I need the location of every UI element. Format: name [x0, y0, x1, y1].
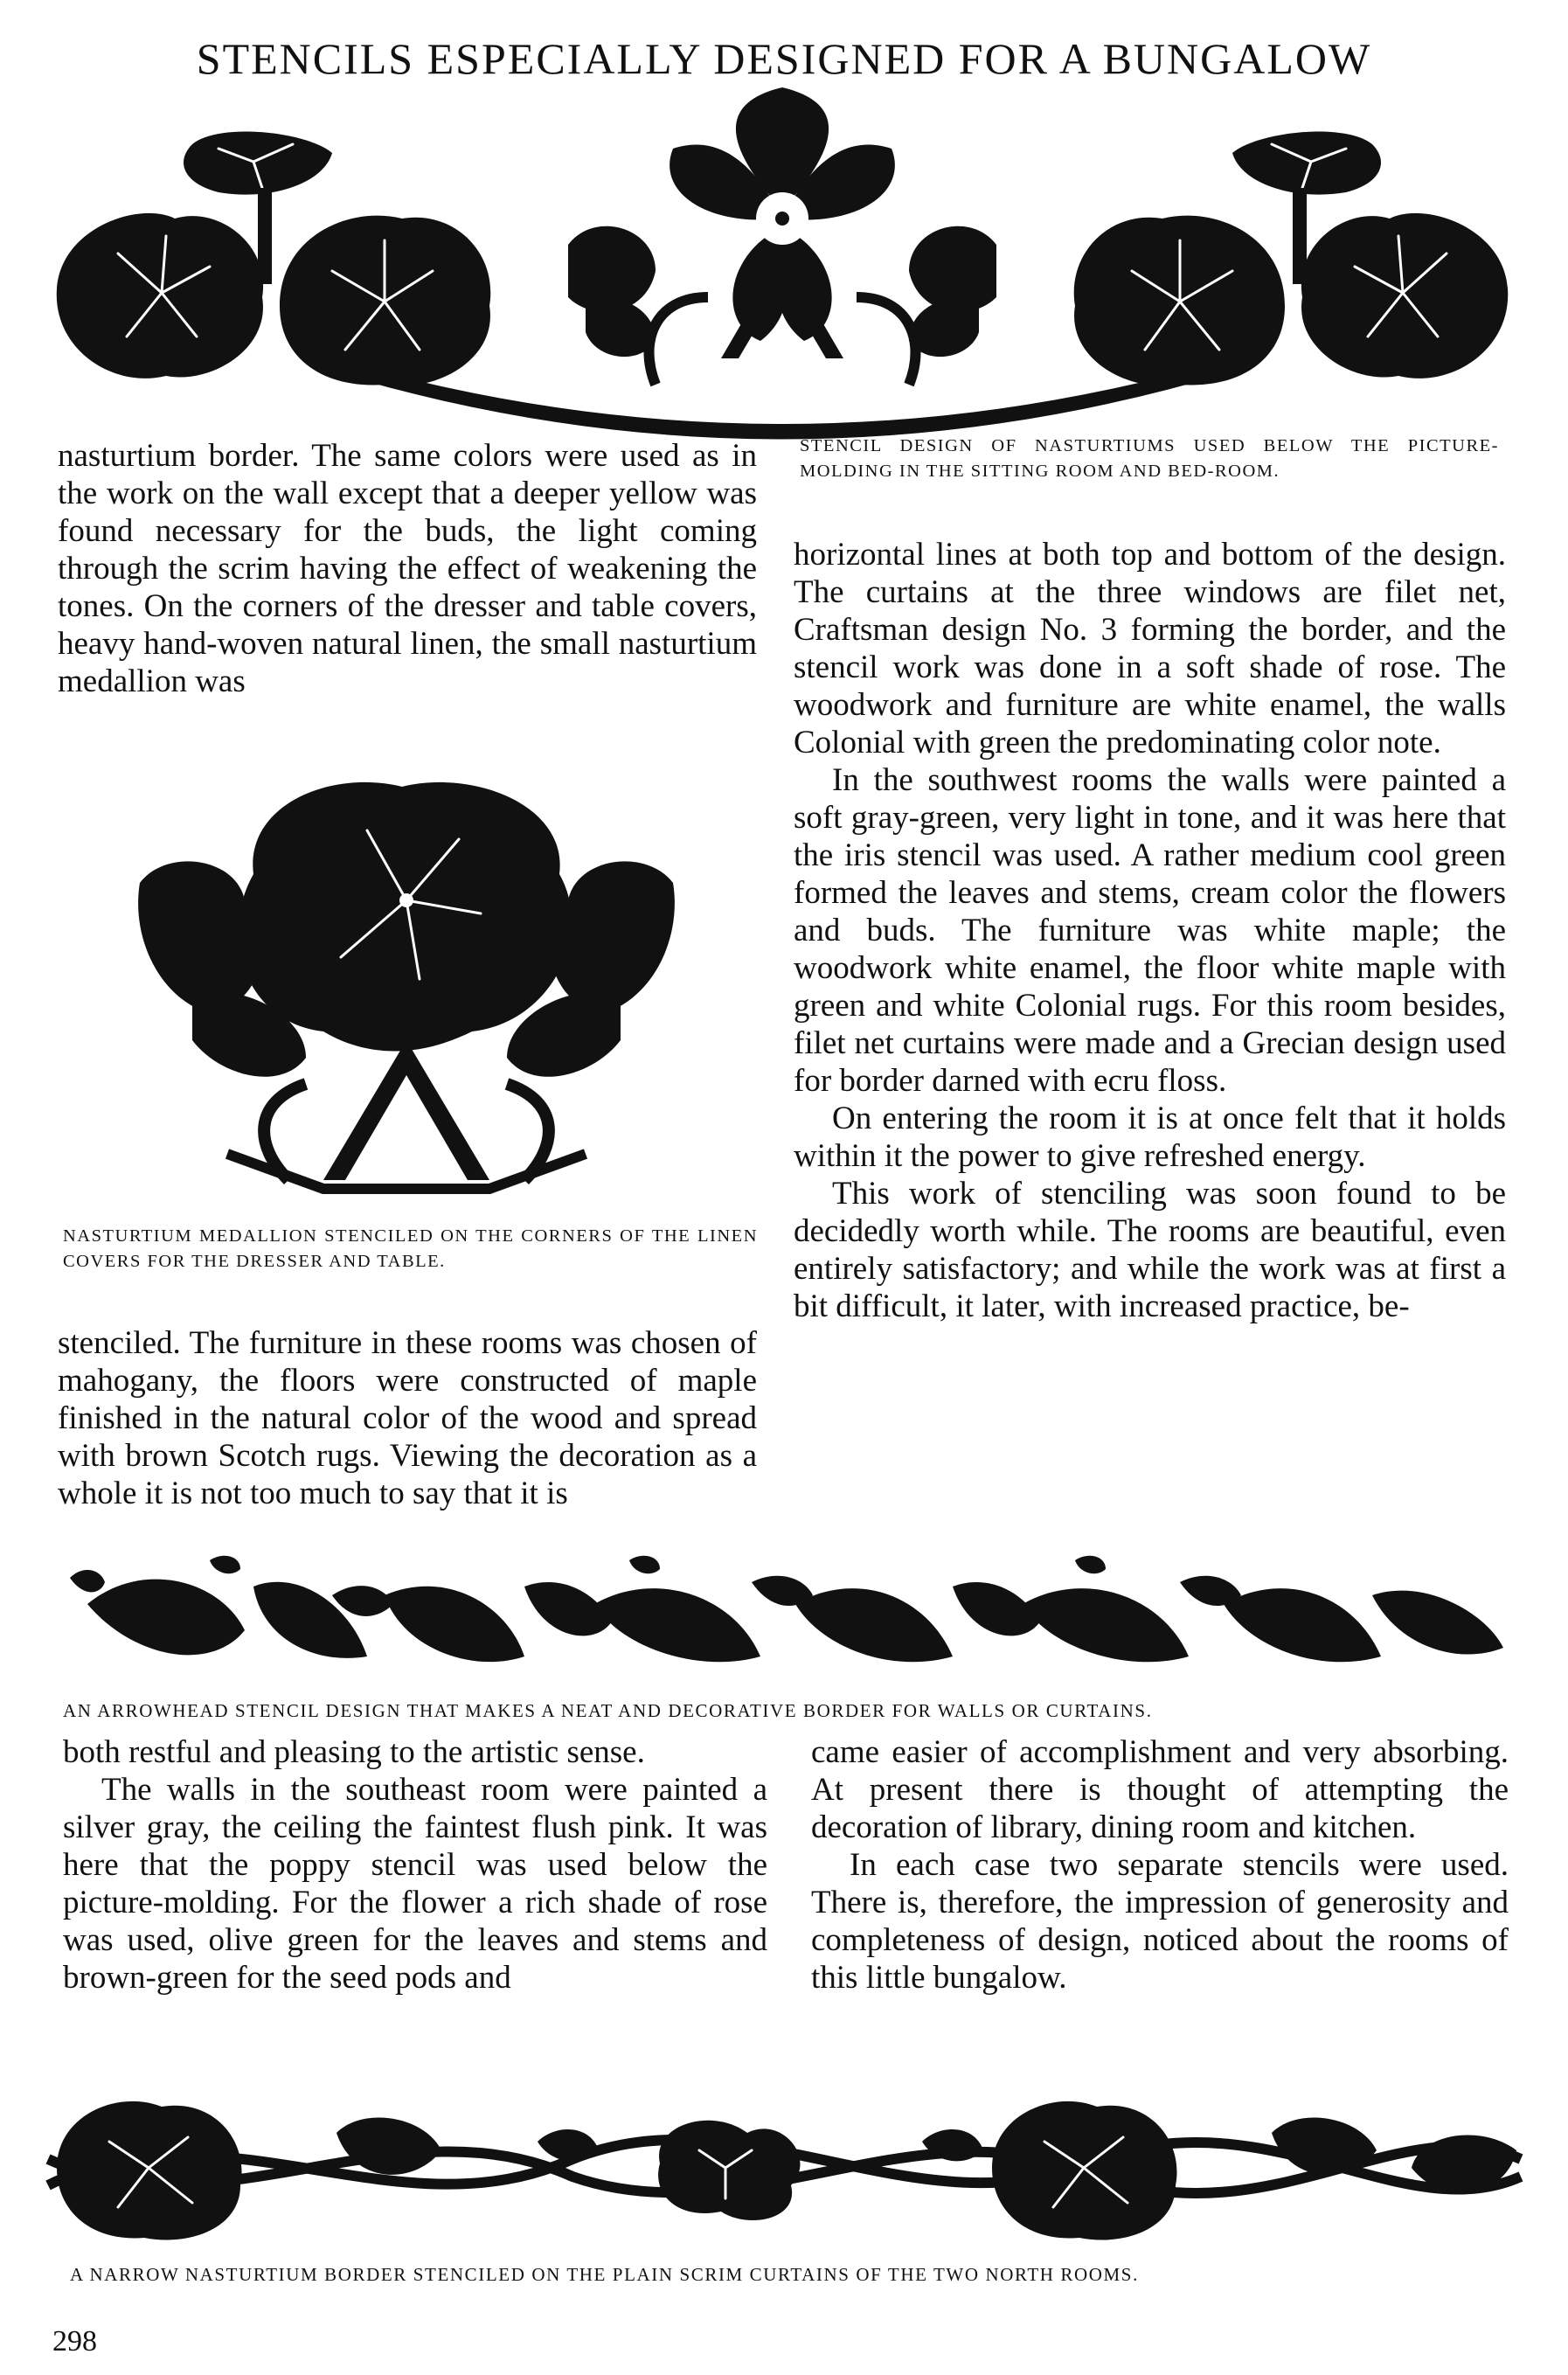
left-column-bottom-text: [63, 1733, 767, 1997]
page-title: STENCILS ESPECIALLY DESIGNED FOR A BUNGALOW: [196, 34, 1372, 83]
paragraph: horizontal lines at both top and bottom of the design. The curtains at the three windows are filet net, Craftsman design No. 3 forming the border, and the stencil work was done in a soft shade of rose. The woodwork and furniture are white enamel, the walls Colonial with green the predominating color note.: [794, 537, 1506, 760]
arrowhead-border-illustration: [70, 1552, 1503, 1683]
right-column-text: [794, 536, 1506, 1325]
nasturtium-top-border-illustration: [44, 122, 1521, 437]
narrow-nasturtium-border-illustration: [48, 2080, 1521, 2247]
left-column-top-text: [58, 437, 757, 700]
left-column-mid-text: [58, 1324, 757, 1512]
paragraph: came easier of accomplishment and very absorbing. At present there is thought of attempting the decoration of library, dining room and kitchen.: [811, 1734, 1509, 1845]
right-column-bottom-text: [811, 1733, 1509, 1997]
paragraph: nasturtium border. The same colors were used as in the work on the wall except that a deeper yellow was found necessary for the buds, the light coming through the scrim having the effect of weakening the tones. On the corners of the dresser and table covers, heavy hand-woven natural linen, the small nasturtium medallion was: [58, 438, 757, 699]
nasturtium-medallion-illustration: [105, 769, 717, 1189]
caption-arrowhead: AN ARROWHEAD STENCIL DESIGN THAT MAKES A NEAT AND DECORATIVE BORDER FOR WALLS OR CURTAINS.: [63, 1700, 1153, 1721]
caption-narrow-border: A NARROW NASTURTIUM BORDER STENCILED ON THE PLAIN SCRIM CURTAINS OF THE TWO NORTH ROOMS.: [70, 2264, 1139, 2285]
paragraph: both restful and pleasing to the artistic sense.: [63, 1734, 645, 1770]
caption-medallion: NASTURTIUM MEDALLION STENCILED ON THE CORNERS OF THE LINEN COVERS FOR THE DRESSER AND TABLE.: [63, 1226, 758, 1271]
paragraph: On entering the room it is at once felt that it holds within it the power to give refreshed energy.: [794, 1101, 1506, 1174]
paragraph: In each case two separate stencils were used. There is, therefore, the impression of generosity and completeness of design, noticed about the rooms of this little bungalow.: [811, 1847, 1509, 1996]
caption-sitting-room: STENCIL DESIGN OF NASTURTIUMS USED BELOW THE PICTURE-MOLDING IN THE SITTING ROOM AND BED-ROOM.: [800, 436, 1499, 481]
page-number: 298: [52, 2325, 97, 2358]
paragraph: In the southwest rooms the walls were painted a soft gray-green, very light in tone, and it was here that the iris stencil was used. A rather medium cool green formed the leaves and stems, cream color the flowers and buds. The furniture was white maple; the woodwork white enamel, the floor white maple with green and white Colonial rugs. For this room besides, filet net curtains were made and a Grecian design used for border darned with ecru floss.: [794, 762, 1506, 1099]
paragraph: stenciled. The furniture in these rooms was chosen of mahogany, the floors were constructed of maple finished in the natural color of the wood and spread with brown Scotch rugs. Viewing the decoration as a whole it is not too much to say that it is: [58, 1325, 757, 1511]
paragraph: This work of stenciling was soon found to be decidedly worth while. The rooms are beautiful, even entirely satisfactory; and while the work was at first a bit difficult, it later, with increased practice, be-: [794, 1176, 1506, 1324]
paragraph: The walls in the southeast room were painted a silver gray, the ceiling the faintest flush pink. It was here that the poppy stencil was used below the picture-molding. For the flower a rich shade of rose was used, olive green for the leaves and stems and brown-green for the seed pods and: [63, 1772, 767, 1996]
